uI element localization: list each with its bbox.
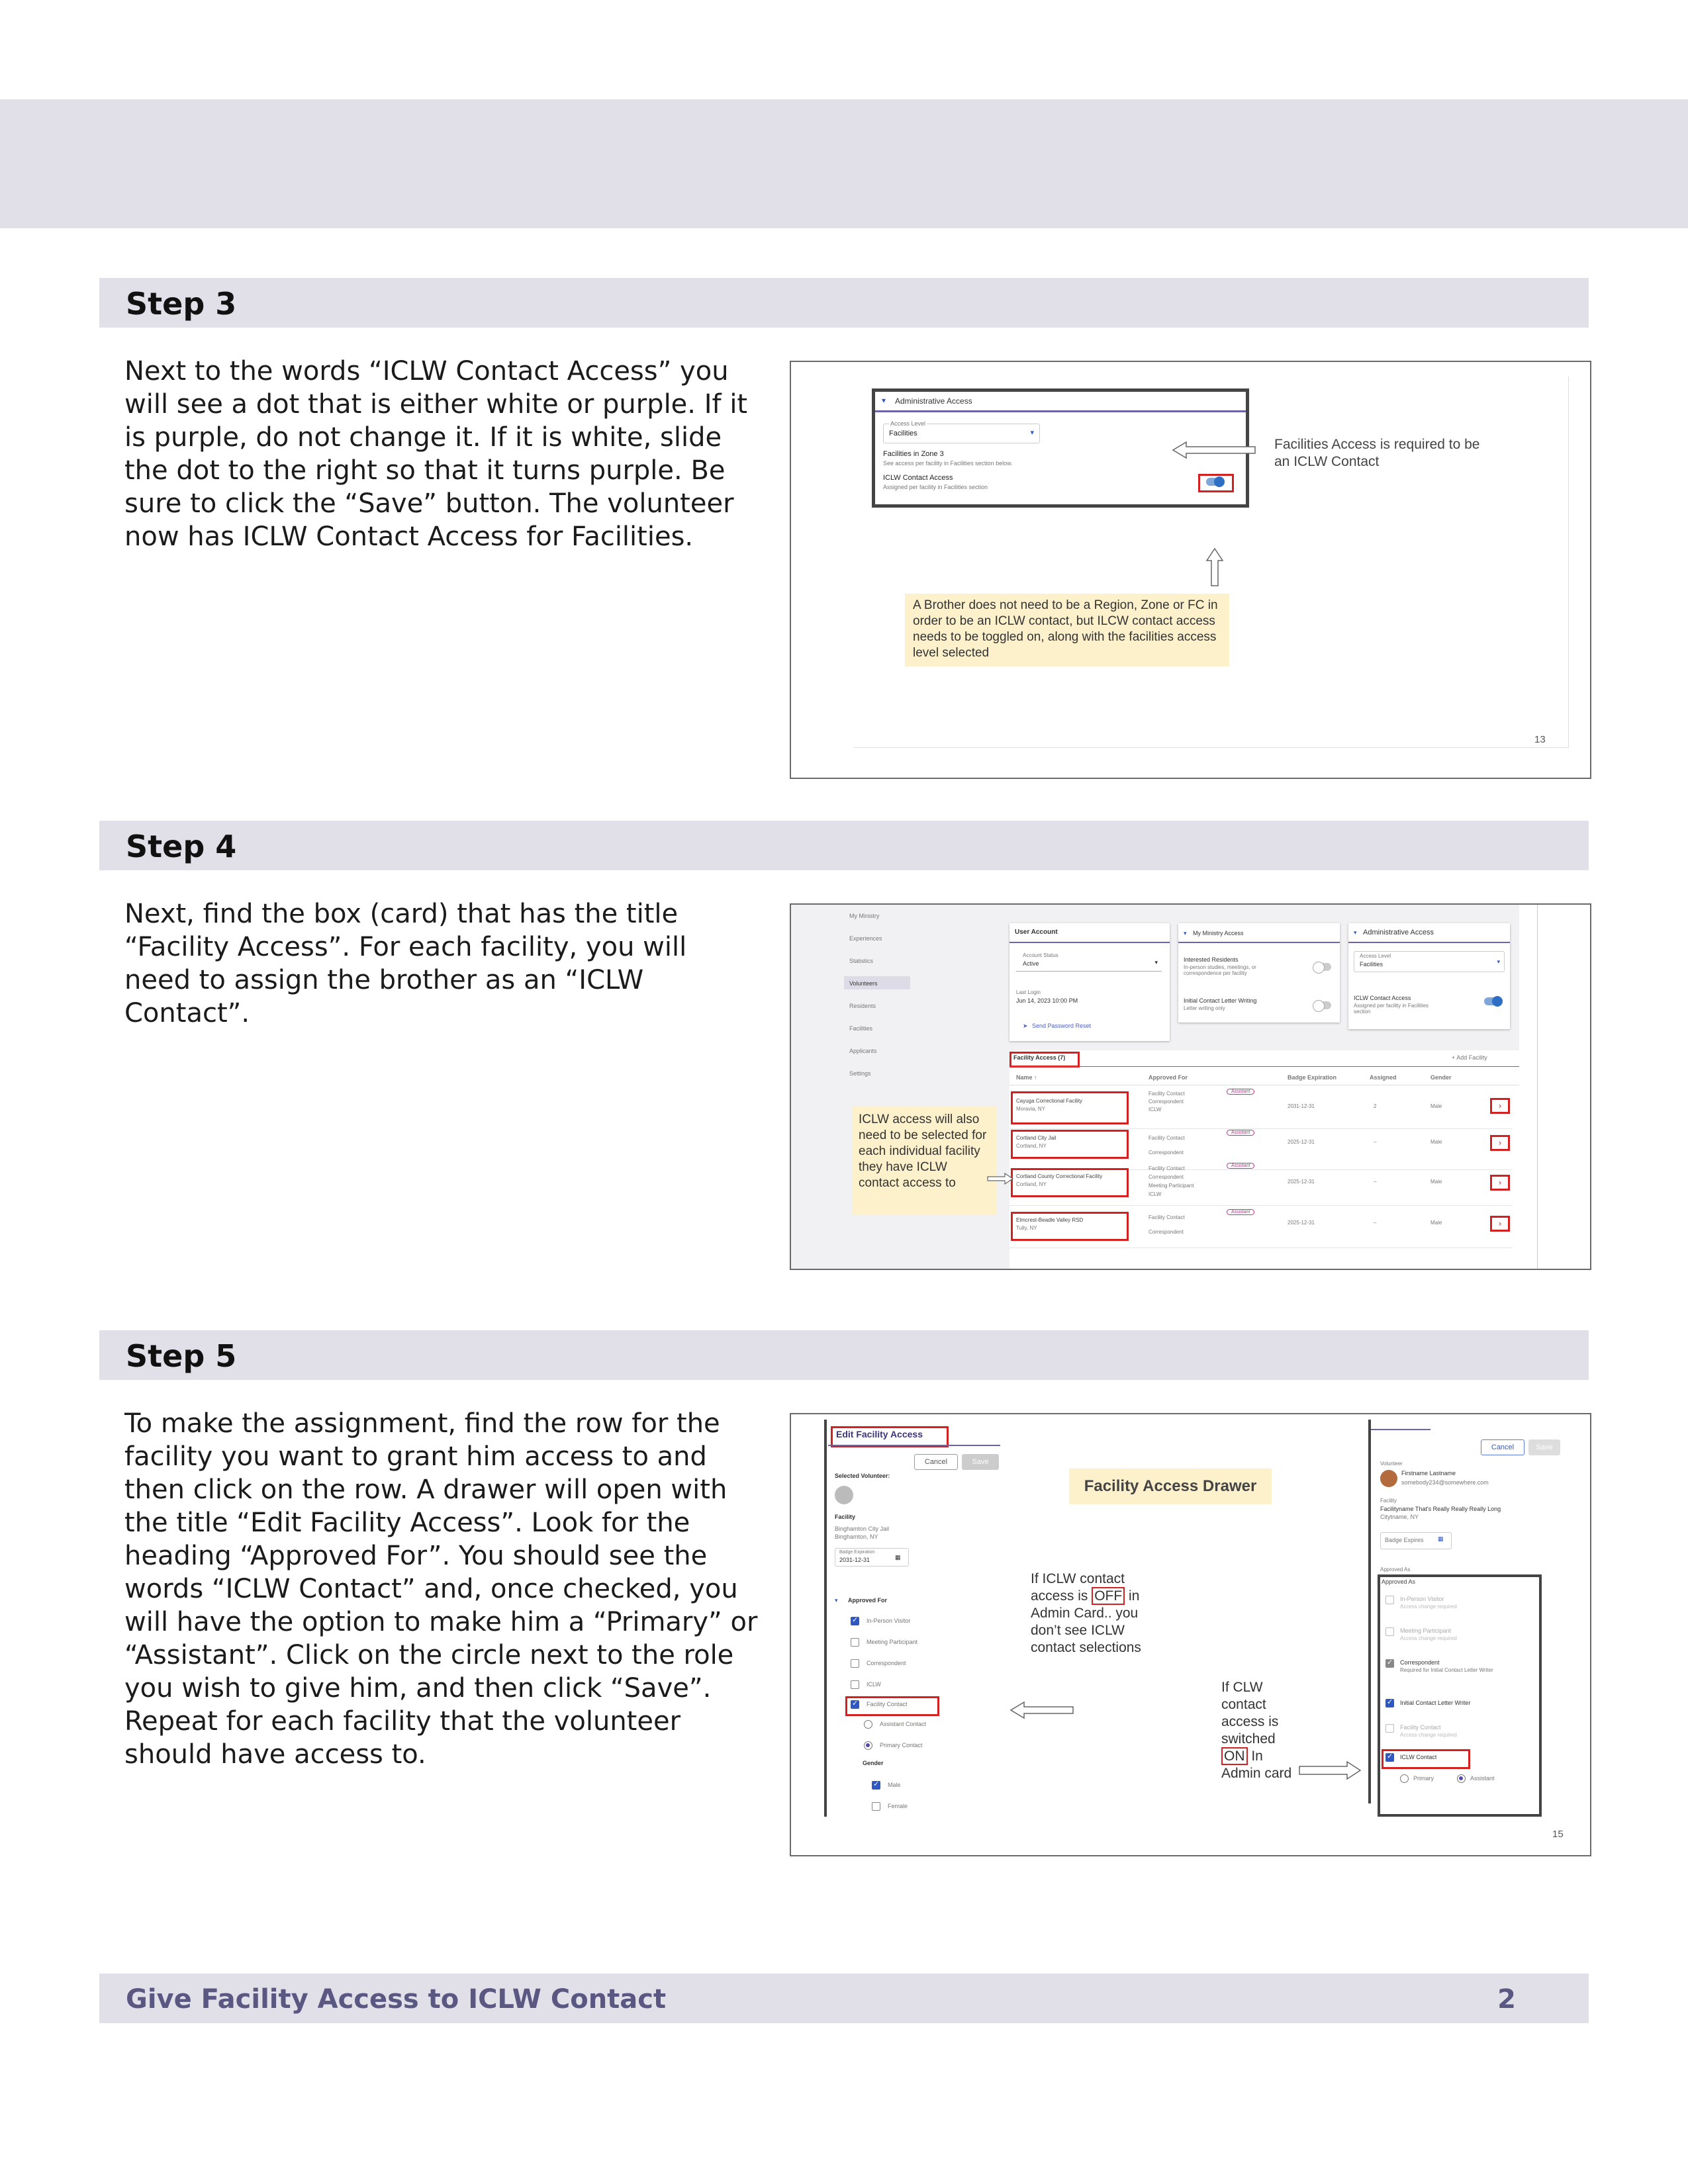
gender: Male: [1430, 1179, 1442, 1185]
step-4-title: Step 4: [126, 829, 237, 864]
badge-expiration-label: Badge Expiration: [839, 1550, 875, 1555]
facility-location: Citytname, NY: [1380, 1514, 1419, 1520]
access-level-value: Facilities: [1360, 961, 1383, 968]
add-facility-button[interactable]: + Add Facility: [1452, 1054, 1487, 1061]
iclw-contact-toggle[interactable]: [1484, 997, 1501, 1005]
badge-expiration-field[interactable]: [835, 1548, 909, 1567]
chevron-down-icon[interactable]: ▾: [1354, 929, 1357, 936]
zone-subtitle: See access per facility in Facilities section below.: [883, 460, 1013, 467]
approved-as-heading: Approved As: [1382, 1578, 1416, 1585]
note-brother-not-needed: A Brother does not need to be a Region, Zone or FC in order to be an ICLW contact, but ILCW contact access needs to be toggled on, along with the facilities access level selected: [905, 594, 1229, 666]
facility-contact-checkbox[interactable]: [1385, 1724, 1394, 1733]
approved-as-label: Approved As: [1380, 1567, 1411, 1572]
my-ministry-card: [1178, 923, 1340, 1023]
female-label: Female: [888, 1803, 908, 1809]
nav-item[interactable]: Residents: [849, 1003, 876, 1009]
dropdown-arrow-icon: ▾: [1030, 428, 1034, 437]
nav-item[interactable]: My Ministry: [849, 913, 880, 919]
badge-expiration: 2025-12-31: [1288, 1179, 1315, 1185]
volunteer-name: Firstname Lastname: [1401, 1470, 1456, 1477]
column-header: Approved For: [1149, 1074, 1188, 1081]
access-level-label: Access Level: [890, 420, 926, 427]
iclw-access-title: ICLW Contact Access: [883, 474, 953, 482]
step-4-header: [99, 821, 1589, 870]
approved-for-heading: Approved For: [848, 1597, 888, 1604]
gender: Male: [1430, 1139, 1442, 1145]
option-subtitle: Required for Initial Contact Letter Writer: [1400, 1667, 1493, 1673]
facility-access-title: Facility Access (7): [1013, 1054, 1066, 1061]
nav-item[interactable]: Statistics: [849, 958, 874, 964]
screenshot-edit-facility-access: [790, 1413, 1591, 1856]
primary-radio[interactable]: [1400, 1774, 1409, 1783]
assistant-label: Assistant: [1470, 1775, 1495, 1782]
facility-contact-checkbox[interactable]: [851, 1700, 859, 1709]
gender: Male: [1430, 1220, 1442, 1226]
option-title: Correspondent: [1400, 1659, 1440, 1666]
iclw-access-title: ICLW Contact Access: [1354, 995, 1411, 1001]
assistant-tag: Assistant: [1227, 1163, 1254, 1169]
calendar-icon[interactable]: ▦: [1438, 1535, 1444, 1542]
right-arrow-icon: [986, 1172, 1014, 1185]
approved-as-box: [1378, 1574, 1542, 1817]
note-off-word: OFF: [1092, 1587, 1125, 1605]
in-person-visitor-checkbox[interactable]: [1385, 1596, 1394, 1604]
iclw-access-subtitle: Assigned per facility in Facilities section: [883, 484, 988, 490]
admin-card-title: Administrative Access: [895, 396, 972, 406]
avatar: [1380, 1470, 1397, 1487]
note-off-text-1: If ICLW contact access is: [1031, 1571, 1125, 1604]
facility-location: Cortland, NY: [1016, 1143, 1047, 1149]
initial-contact-toggle[interactable]: [1314, 1001, 1331, 1009]
calendar-icon[interactable]: ▦: [895, 1554, 901, 1561]
badge-expiration: 2031-12-31: [1288, 1103, 1315, 1109]
save-button[interactable]: Save: [1528, 1439, 1560, 1455]
avatar: [835, 1486, 853, 1504]
access-level-label: Access Level: [1360, 953, 1391, 959]
cancel-button[interactable]: Cancel: [1481, 1439, 1524, 1455]
note-iclw-off: [1031, 1570, 1143, 1657]
facility-name: Binghamton City Jail: [835, 1525, 890, 1532]
step-5-text: To make the assignment, find the row for the facility you want to grant him access to and then click on the row. A drawer will open with the title “Edit Facility Access”. Look for the heading “Approved For”. You should see the words “ICLW Contact” and, once checked, you will have the option to make him a “Primary” or “Assistant”. Click on the circle next to the role you wish to give him, and then click “Save”. Repeat for each facility that the volunteer should have access to.: [124, 1408, 758, 1770]
option-title: In-Person Visitor: [1400, 1596, 1444, 1602]
column-header: Badge Expiration: [1288, 1074, 1337, 1081]
interested-residents-title: Interested Residents: [1184, 956, 1239, 963]
correspondent-checkbox[interactable]: [851, 1659, 859, 1668]
nav-item-active[interactable]: Volunteers: [849, 980, 878, 987]
page-number: 2: [1497, 1984, 1516, 2015]
assistant-contact-label: Assistant Contact: [880, 1721, 927, 1727]
initial-contact-writer-checkbox[interactable]: [1385, 1699, 1394, 1707]
selected-volunteer-label: Selected Volunteer:: [835, 1473, 890, 1479]
access-level-select[interactable]: [883, 420, 1040, 443]
approved-roles: Facility Contact Correspondent ICLW: [1149, 1091, 1185, 1113]
option-subtitle: Access change required: [1400, 1732, 1457, 1738]
account-status-label: Account Status: [1023, 952, 1058, 958]
facility-access-drawer-banner: Facility Access Drawer: [1069, 1469, 1272, 1504]
facility-name: Facilityname That's Really Really Really Long: [1380, 1506, 1501, 1512]
access-level-value: Facilities: [889, 430, 917, 437]
dropdown-arrow-icon: ▾: [1154, 959, 1158, 966]
in-person-visitor-checkbox[interactable]: [851, 1617, 859, 1625]
chevron-down-icon[interactable]: ▾: [1184, 930, 1187, 936]
screenshot-admin-access: [790, 361, 1591, 779]
send-icon: ➤: [1023, 1023, 1028, 1029]
assistant-tag: Assistant: [1227, 1209, 1254, 1215]
iclw-checkbox[interactable]: [851, 1680, 859, 1689]
iclw-contact-toggle[interactable]: [1206, 478, 1223, 486]
female-checkbox[interactable]: [872, 1802, 880, 1811]
row-chevron-right-icon[interactable]: ›: [1490, 1175, 1510, 1191]
male-label: Male: [888, 1782, 901, 1788]
interested-residents-subtitle: In-person studies, meetings, or correspondence per facility: [1184, 964, 1256, 976]
callout-facilities-required: Facilities Access is required to be an ICLW Contact: [1274, 437, 1480, 469]
table-header: [1009, 1070, 1519, 1085]
header-band: [0, 99, 1688, 228]
drawer-title: Edit Facility Access: [836, 1429, 923, 1439]
assistant-radio[interactable]: [1457, 1774, 1466, 1783]
assigned-count: 2: [1374, 1103, 1377, 1109]
chevron-down-icon[interactable]: ▾: [835, 1597, 838, 1604]
last-login-value: Jun 14, 2023 10:00 PM: [1016, 997, 1078, 1004]
correspondent-checkbox[interactable]: [1385, 1659, 1394, 1668]
step-5-header: [99, 1330, 1589, 1380]
my-ministry-title: My Ministry Access: [1193, 930, 1244, 936]
dropdown-arrow-icon: ▾: [1497, 958, 1500, 965]
iclw-access-subtitle: Assigned per facility in Facilities section: [1354, 1003, 1429, 1015]
step-5-title: Step 5: [126, 1338, 237, 1374]
right-arrow-icon: [1298, 1760, 1362, 1781]
approved-roles: Facility Contact Correspondent: [1149, 1135, 1185, 1156]
user-account-card: [1009, 923, 1170, 1041]
volunteer-email: somebody234@somewhere.com: [1401, 1479, 1489, 1486]
primary-label: Primary: [1413, 1775, 1434, 1782]
facility-location: Moravia, NY: [1016, 1106, 1046, 1112]
assigned-count: –: [1374, 1139, 1377, 1145]
footer: [99, 1974, 1589, 2023]
badge-expires-field[interactable]: [1380, 1532, 1452, 1549]
nav-item[interactable]: Experiences: [849, 935, 882, 942]
footer-title: Give Facility Access to ICLW Contact: [126, 1984, 667, 2015]
option-title: Facility Contact: [1400, 1724, 1441, 1731]
facility-location: Binghamton, NY: [835, 1533, 878, 1540]
row-chevron-right-icon[interactable]: ›: [1490, 1216, 1510, 1232]
step-3-title: Step 3: [126, 286, 237, 322]
facility-location: Cortland, NY: [1016, 1181, 1047, 1187]
badge-expiration: 2025-12-31: [1288, 1220, 1315, 1226]
cancel-button[interactable]: Cancel: [914, 1454, 958, 1470]
facility-name: Cortland City Jail: [1016, 1135, 1056, 1141]
send-password-reset-button[interactable]: Send Password Reset: [1032, 1023, 1092, 1029]
option-label: In-Person Visitor: [867, 1617, 911, 1624]
slide-number: 15: [1552, 1829, 1564, 1840]
note-iclw-on: [1221, 1679, 1294, 1782]
approved-roles: Facility Contact Correspondent: [1149, 1214, 1185, 1235]
badge-expiration: 2025-12-31: [1288, 1139, 1315, 1145]
column-header: Assigned: [1370, 1074, 1397, 1081]
iclw-contact-checkbox[interactable]: [1385, 1753, 1394, 1762]
admin-access-title: Administrative Access: [1363, 929, 1434, 936]
nav-item[interactable]: Facilities: [849, 1025, 873, 1032]
administrative-access-card: [1348, 923, 1510, 1029]
nav-item[interactable]: Applicants: [849, 1048, 877, 1054]
note-on-text-2: In Admin card: [1221, 1749, 1292, 1781]
initial-contact-title: Initial Contact Letter Writing: [1184, 997, 1257, 1004]
facility-name: Cortland County Correctional Facility: [1016, 1173, 1103, 1179]
option-title: ICLW Contact: [1400, 1754, 1437, 1760]
option-title: Initial Contact Letter Writer: [1400, 1700, 1471, 1706]
user-account-title: User Account: [1015, 929, 1058, 936]
option-title: Meeting Participant: [1400, 1627, 1452, 1634]
option-subtitle: Access change required: [1400, 1604, 1457, 1610]
assigned-count: –: [1374, 1220, 1377, 1226]
facility-label: Facility: [835, 1514, 856, 1520]
left-arrow-icon: [1172, 440, 1258, 460]
slide-number: 13: [1534, 734, 1546, 745]
row-chevron-right-icon[interactable]: ›: [1490, 1135, 1510, 1151]
access-level-select[interactable]: [1354, 951, 1505, 972]
right-drawer: [1368, 1420, 1587, 1817]
meeting-participant-checkbox[interactable]: [1385, 1627, 1394, 1636]
gender-heading: Gender: [863, 1760, 884, 1766]
meeting-participant-checkbox[interactable]: [851, 1638, 859, 1647]
gender: Male: [1430, 1103, 1442, 1109]
facility-location: Tully, NY: [1016, 1225, 1037, 1231]
option-label: Correspondent: [867, 1660, 906, 1666]
badge-expires-label: Badge Expires: [1385, 1537, 1424, 1543]
table-row[interactable]: [1009, 1208, 1513, 1248]
facility-name: Elmcrest-Beadle Valley RSD: [1016, 1217, 1084, 1223]
step-3-header: [99, 278, 1589, 328]
column-header[interactable]: Name ↑: [1016, 1074, 1037, 1081]
primary-contact-label: Primary Contact: [880, 1742, 923, 1749]
male-checkbox[interactable]: [872, 1781, 880, 1790]
note-iclw-per-facility: ICLW access will also need to be selected for each individual facility they have ICLW contact access to: [852, 1107, 996, 1215]
primary-contact-radio[interactable]: [864, 1741, 872, 1750]
option-label: Meeting Participant: [867, 1639, 918, 1645]
option-subtitle: Access change required: [1400, 1635, 1457, 1641]
note-on-text-1: If CLW contact access is switched: [1221, 1680, 1279, 1747]
facility-access-table: [1009, 1050, 1519, 1269]
assigned-count: –: [1374, 1179, 1377, 1185]
nav-item[interactable]: Settings: [849, 1070, 871, 1077]
table-row[interactable]: [1009, 1161, 1513, 1206]
row-chevron-right-icon[interactable]: ›: [1490, 1098, 1510, 1114]
up-arrow-icon: [1205, 547, 1225, 587]
badge-expiration-value: 2031-12-31: [839, 1557, 870, 1563]
initial-contact-subtitle: Letter writing only: [1184, 1005, 1225, 1011]
left-arrow-icon: [1009, 1700, 1076, 1720]
account-status-value: Active: [1023, 960, 1039, 967]
assistant-tag: Assistant: [1227, 1130, 1254, 1136]
assistant-contact-radio[interactable]: [864, 1720, 872, 1729]
column-header: Gender: [1430, 1074, 1452, 1081]
step-4-text: Next, find the box (card) that has the title “Facility Access”. For each facility, you will need to assign the brother as an “ICLW Contact”.: [124, 899, 687, 1028]
screenshot-facility-access: [790, 903, 1591, 1270]
approved-roles: Facility Contact Correspondent Meeting Participant ICLW: [1149, 1165, 1194, 1197]
volunteer-label: Volunteer: [1380, 1461, 1403, 1467]
note-on-word: ON: [1221, 1747, 1248, 1765]
save-button[interactable]: Save: [962, 1454, 999, 1470]
facility-name: Cayuga Correctional Facility: [1016, 1098, 1083, 1104]
last-login-label: Last Login: [1016, 989, 1041, 995]
account-status-select[interactable]: [1016, 952, 1162, 972]
assistant-tag: Assistant: [1227, 1089, 1254, 1095]
step-3-text: Next to the words “ICLW Contact Access” you will see a dot that is either white or purple. If it is purple, do not change it. If it is white, slide the dot to the right so that it turns purple. Be sure to click the “Save” button. The volunteer now has ICLW Contact Access for Facilities.: [124, 356, 748, 552]
zone-title: Facilities in Zone 3: [883, 450, 944, 458]
interested-residents-toggle[interactable]: [1314, 963, 1331, 971]
chevron-down-icon[interactable]: ▾: [882, 396, 886, 405]
facility-label: Facility: [1380, 1498, 1397, 1504]
table-row[interactable]: [1009, 1087, 1513, 1129]
note-off-text-2: in Admin Card.. you don’t see ICLW contact selections: [1031, 1588, 1141, 1655]
option-label: Facility Contact: [867, 1701, 908, 1707]
option-label: ICLW: [867, 1681, 881, 1688]
